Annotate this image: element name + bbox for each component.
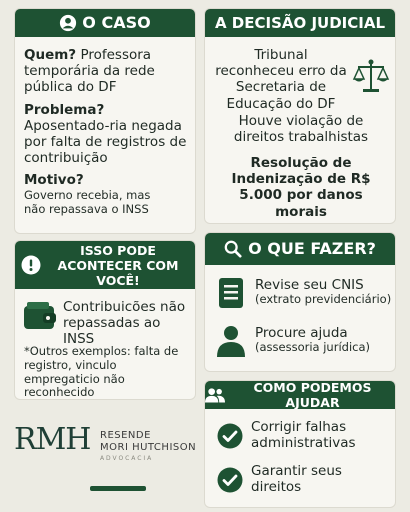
motive-text: Governo recebia, mas não repassava o INSS (24, 188, 151, 217)
logo-mark: RMH (14, 422, 91, 457)
case-header (15, 9, 195, 37)
logo-line3: A D V O C A C I A (100, 455, 152, 462)
logo-underline (90, 486, 146, 491)
who-text: Professora temporária da rede pública do DF (24, 47, 155, 96)
user-circle-icon (59, 14, 77, 32)
case-who (24, 47, 194, 96)
what-to-do-item1 (255, 277, 395, 307)
users-icon (205, 387, 225, 403)
logo-line2: MORI HUTCHISON (100, 442, 197, 453)
alert-icon (21, 255, 41, 275)
case-title: O CASO (82, 13, 151, 33)
problem-label: Problema? (24, 101, 105, 118)
what-to-do-title: O QUE FAZER? (248, 239, 376, 259)
decision-line1: Tribunal reconheceu erro da Secretaria de Educação do DF (215, 47, 347, 112)
can-happen-header (15, 241, 195, 289)
how-we-help-title: COMO PODEMOS AJUDAR (253, 380, 372, 410)
help-item2: Garantir seus direitos (251, 463, 342, 496)
wallet-icon (23, 301, 57, 331)
what-to-do-header (205, 233, 395, 265)
case-body (24, 47, 194, 217)
can-happen-others: *Outros exemplos: falta de registro, vinculo empregaticio não reconhecido (24, 344, 179, 400)
item2-sub: (assessoria jurídica) (255, 340, 370, 355)
decision-title: A DECISÃO JUDICIAL (214, 14, 386, 32)
problem-text: Aposentado-ria negada por falta de registros de contribuição (24, 117, 187, 167)
person-icon (216, 325, 246, 357)
help-item1: Corrigir falhas administrativas (251, 419, 356, 452)
search-icon (224, 240, 242, 258)
scales-of-justice-icon (351, 57, 391, 97)
check-circle-icon (217, 467, 243, 493)
what-to-do-card (204, 232, 396, 372)
what-to-do-item2 (255, 325, 395, 355)
can-happen-main: Contribuicões não repassadas ao INSS (63, 299, 186, 348)
can-happen-title: ISSO PODE ACONTECER COM VOCÊ! (57, 242, 179, 288)
decision-header (205, 9, 395, 37)
document-icon (218, 277, 244, 309)
item1-sub: (extrato previdenciário) (255, 292, 392, 307)
item1-main: Revise seu CNIS (255, 277, 364, 293)
decision-line2: Houve violação de direitos trabalhistas (233, 113, 369, 146)
item2-main: Procure ajuda (255, 325, 348, 341)
how-we-help-card (204, 380, 396, 508)
decision-line3: Resolução de Indenização de R$ 5.000 por danos morais (231, 155, 371, 220)
motive-label: Motivo? (24, 172, 84, 189)
decision-card (204, 8, 396, 224)
company-logo (14, 420, 200, 500)
case-problem (24, 102, 194, 167)
case-card (14, 8, 196, 234)
check-circle-icon (217, 423, 243, 449)
who-label: Quem? (24, 47, 77, 63)
can-happen-card (14, 240, 196, 400)
logo-line1: RESENDE (100, 430, 151, 441)
how-we-help-header (205, 381, 395, 409)
